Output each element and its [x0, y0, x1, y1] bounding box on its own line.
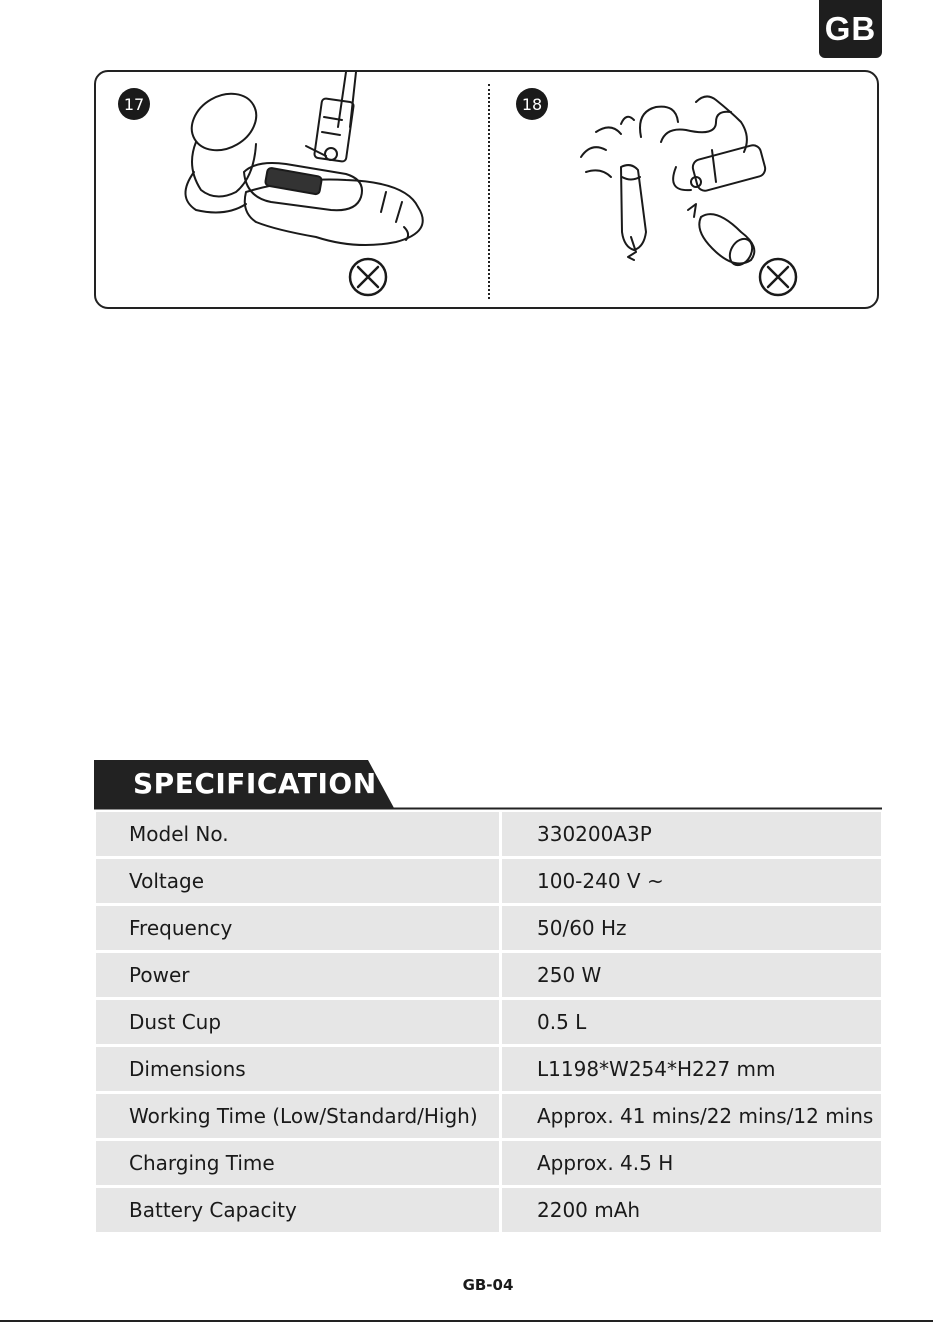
spec-label: Frequency	[96, 906, 499, 950]
spec-label: Model No.	[96, 812, 499, 856]
spec-value: L1198*W254*H227 mm	[502, 1047, 881, 1091]
prohibited-icon-17	[350, 259, 386, 295]
spec-value: 250 W	[502, 953, 881, 997]
step-badge-18: 18	[516, 88, 548, 120]
spec-row-model	[96, 812, 881, 856]
spec-value: 50/60 Hz	[502, 906, 881, 950]
battery-fire-illustration	[566, 82, 806, 307]
spec-row-working-time	[96, 1094, 881, 1138]
warning-illustrations-panel	[94, 70, 879, 309]
step-badge-17: 17	[118, 88, 150, 120]
spec-value: Approx. 4.5 H	[502, 1141, 881, 1185]
prohibited-icon-18	[760, 259, 796, 295]
spec-label: Battery Capacity	[96, 1188, 499, 1232]
spec-row-charging-time	[96, 1141, 881, 1185]
language-badge: GB	[819, 0, 882, 58]
spec-value: Approx. 41 mins/22 mins/12 mins	[502, 1094, 881, 1138]
spec-row-dimensions	[96, 1047, 881, 1091]
panel-divider	[488, 84, 490, 299]
spec-title: SPECIFICATION	[133, 767, 377, 800]
spec-row-battery-capacity	[96, 1188, 881, 1232]
spec-label: Charging Time	[96, 1141, 499, 1185]
spec-row-power	[96, 953, 881, 997]
spec-row-frequency	[96, 906, 881, 950]
spec-label: Power	[96, 953, 499, 997]
specification-table	[96, 812, 881, 1235]
spec-value: 100-240 V ~	[502, 859, 881, 903]
page-number: GB-04	[462, 1276, 514, 1294]
bottom-rule	[0, 1320, 933, 1322]
spec-label: Voltage	[96, 859, 499, 903]
spec-value: 330200A3P	[502, 812, 881, 856]
spec-label: Dust Cup	[96, 1000, 499, 1044]
spec-label: Dimensions	[96, 1047, 499, 1091]
spec-row-voltage	[96, 859, 881, 903]
spec-label: Working Time (Low/Standard/High)	[96, 1094, 499, 1138]
spec-value: 0.5 L	[502, 1000, 881, 1044]
liquid-spill-illustration	[156, 72, 476, 307]
spec-row-dust-cup	[96, 1000, 881, 1044]
spec-value: 2200 mAh	[502, 1188, 881, 1232]
